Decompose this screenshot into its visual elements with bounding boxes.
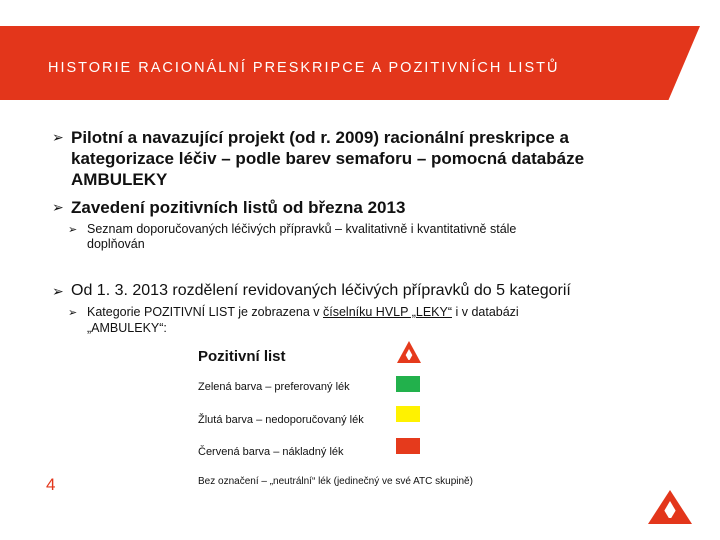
bullet-3-sub-text: Kategorie POZITIVNÍ LIST je zobrazena v xyxy=(87,305,323,319)
positive-list-legend xyxy=(193,340,538,490)
bullet-2-sub-line-2: doplňován xyxy=(87,237,145,251)
sub-bullet-arrow-icon: ➢ xyxy=(68,307,78,319)
bullet-2-sub-line-1: Seznam doporučovaných léčivých přípravků – kvalitativně i kvantitativně stále xyxy=(87,222,517,236)
bullet-1-line-3: AMBULEKY xyxy=(71,170,168,189)
page-number: 4 xyxy=(46,475,56,494)
legend-row-green: Zelená barva – preferovaný lék xyxy=(198,381,350,393)
legend-row-neutral: Bez označení – „neutrální“ lék (jedinečný ve své ATC skupině) xyxy=(198,476,473,487)
bullet-2: Zavedení pozitivních listů od března 2013 xyxy=(71,198,406,217)
bullet-arrow-icon: ➢ xyxy=(52,283,64,299)
bullet-3-sub-text-end: i v databázi xyxy=(452,305,519,319)
bullet-arrow-icon: ➢ xyxy=(52,129,64,145)
bullet-arrow-icon: ➢ xyxy=(52,199,64,215)
legend-row-red: Červená barva – nákladný lék xyxy=(198,446,344,458)
brand-logo-icon xyxy=(396,340,422,364)
legend-title: Pozitivní list xyxy=(198,348,286,365)
bullet-3-sub-line-1 xyxy=(87,305,519,321)
hvlp-leky-link[interactable]: číselníku HVLP „LEKY“ xyxy=(323,305,452,319)
slide-title: HISTORIE RACIONÁLNÍ PRESKRIPCE A POZITIVNÍCH LISTŮ xyxy=(48,60,560,76)
legend-row-yellow: Žlutá barva – nedoporučovaný lék xyxy=(198,414,364,426)
bullet-1-line-2: kategorizace léčiv – podle barev semaforu – pomocná databáze xyxy=(71,149,585,168)
red-swatch xyxy=(396,438,420,454)
yellow-swatch xyxy=(396,406,420,422)
bullet-1-line-1: Pilotní a navazující projekt (od r. 2009) racionální preskripce a xyxy=(71,128,569,147)
sub-bullet-arrow-icon: ➢ xyxy=(68,224,78,236)
bullet-3: Od 1. 3. 2013 rozdělení revidovaných léčivých přípravků do 5 kategorií xyxy=(71,282,571,299)
brand-logo-icon xyxy=(648,490,692,524)
bullet-3-sub-line-2: „AMBULEKY“: xyxy=(87,321,167,335)
green-swatch xyxy=(396,376,420,392)
